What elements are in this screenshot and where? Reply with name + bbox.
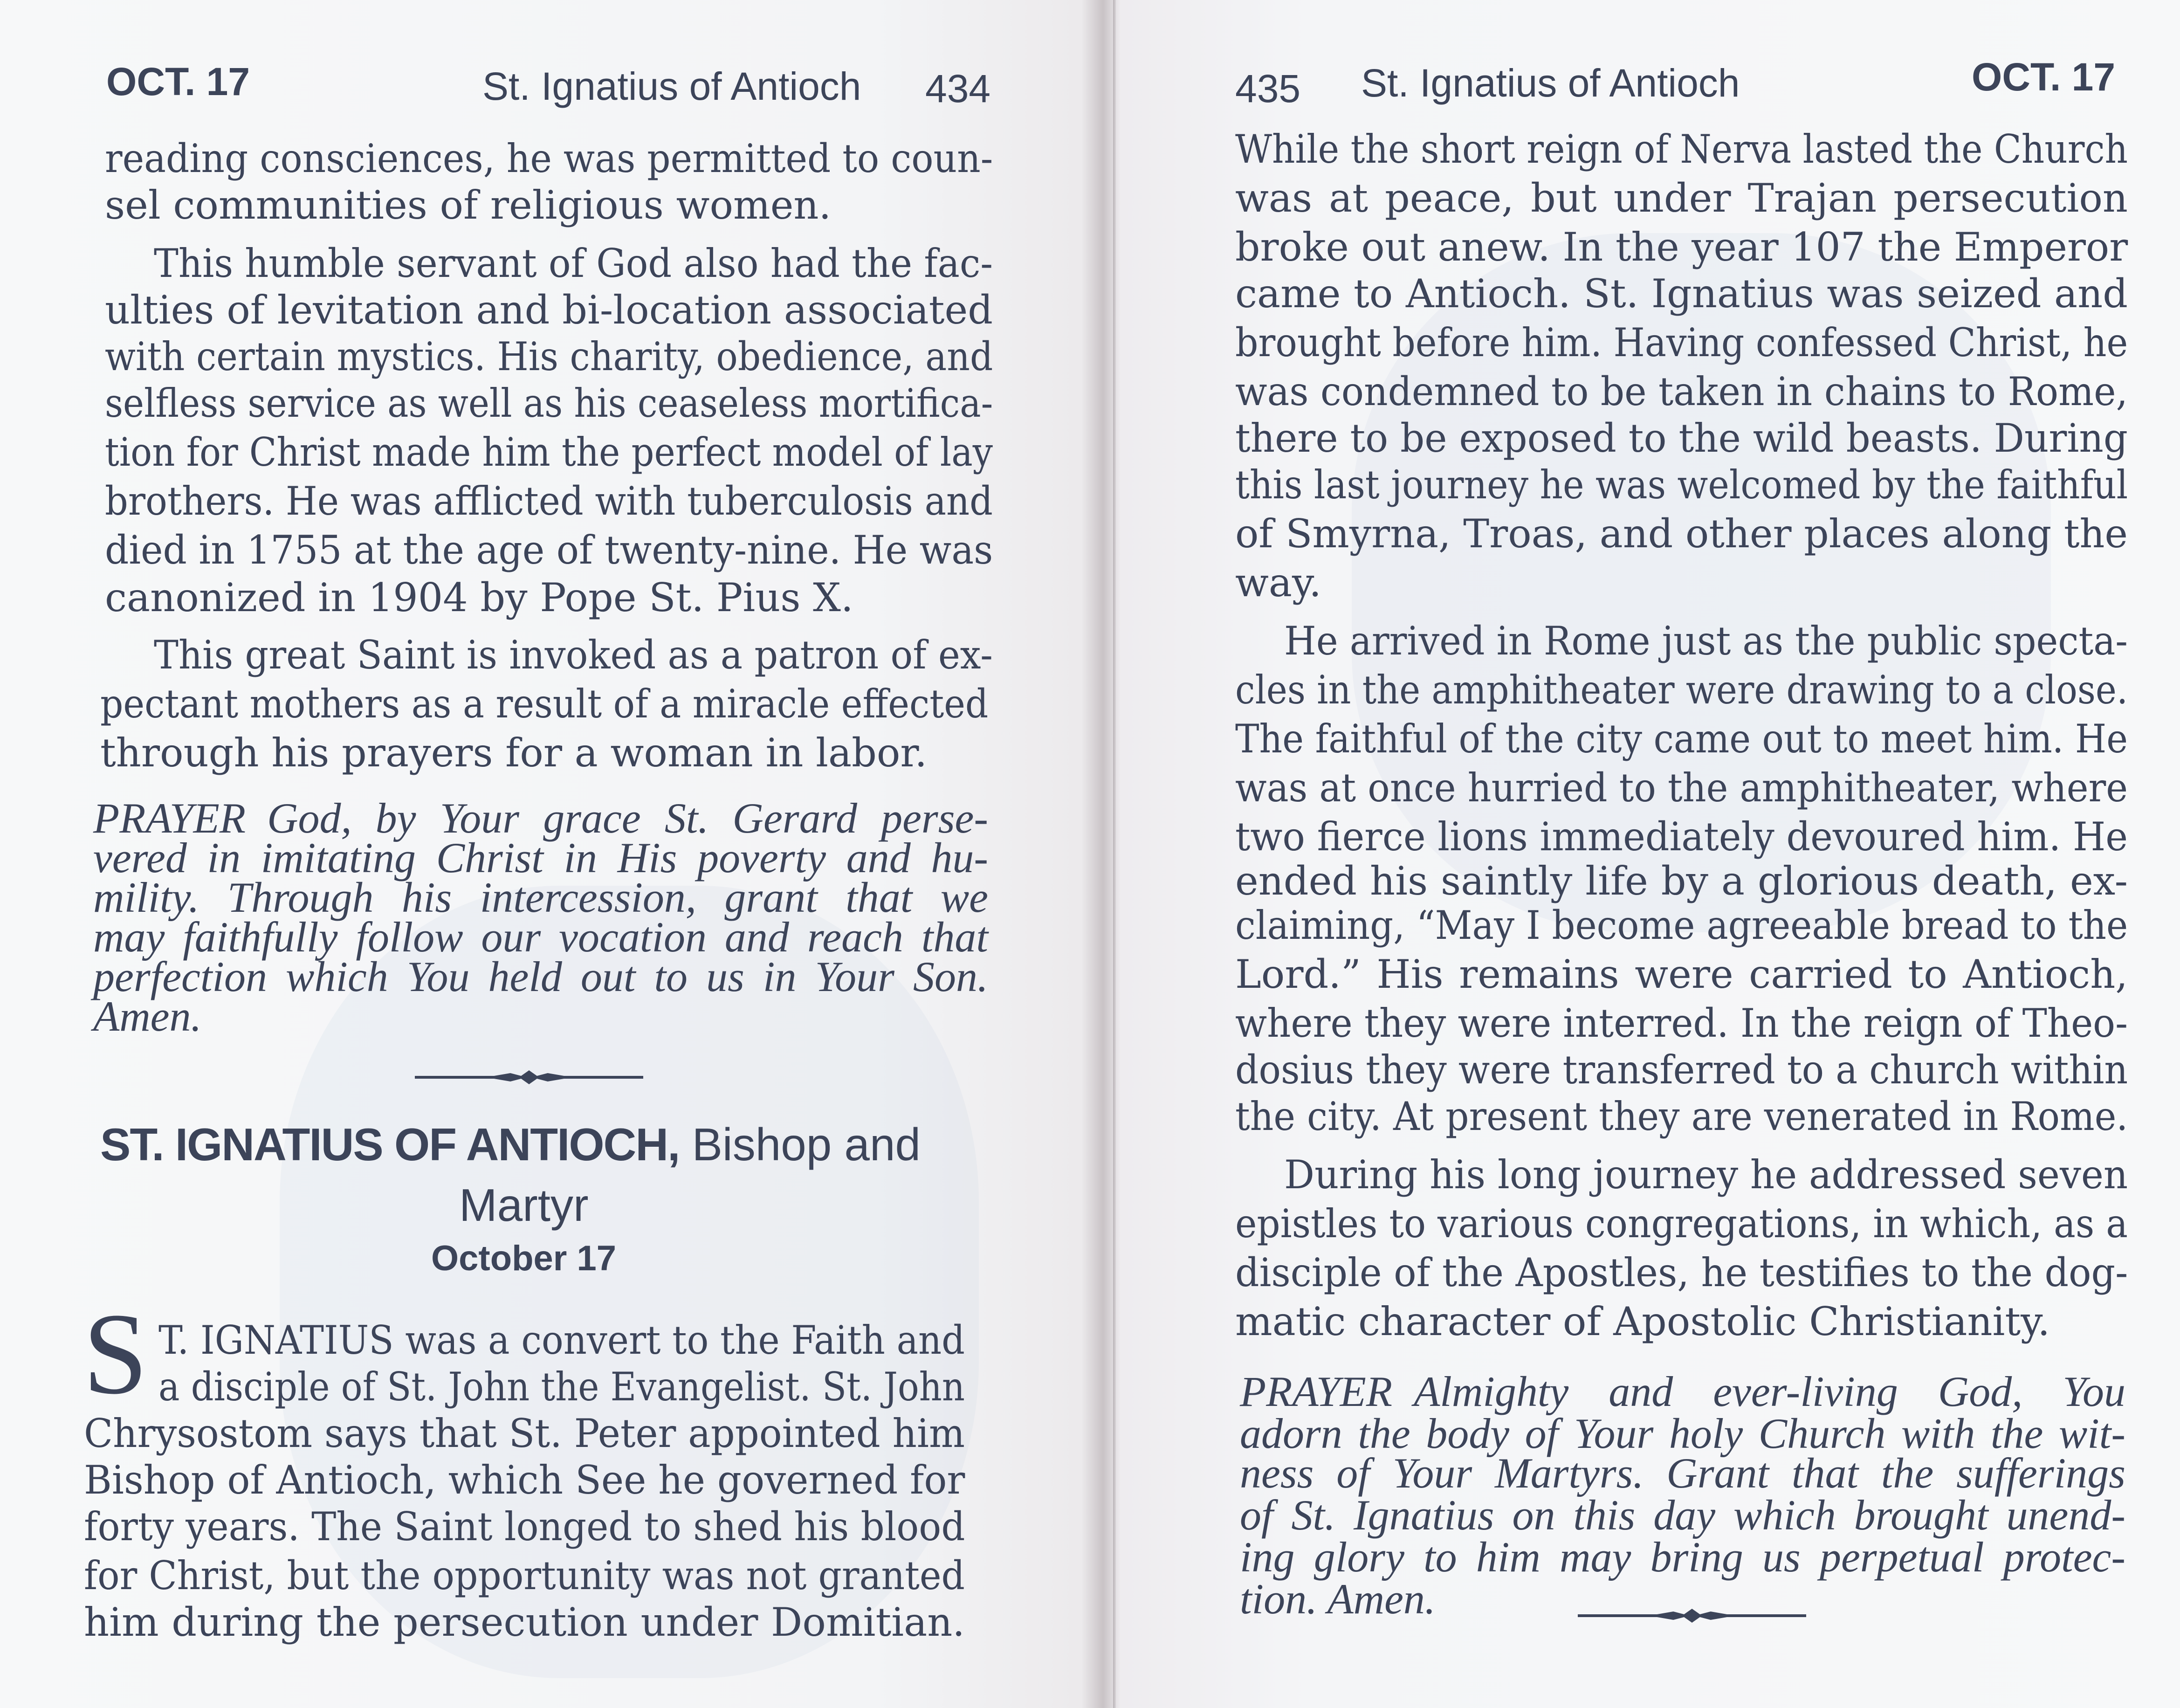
prayer-label: PRAYER <box>93 794 268 842</box>
ornament-divider <box>415 1068 643 1086</box>
prayer-line: ness of Your Martyrs. Grant that the sufferings <box>1240 1449 2125 1497</box>
body-line: was at once hurried to the amphitheater, where <box>1235 765 2128 811</box>
right-header-title: St. Ignatius of Antioch <box>1361 61 1740 105</box>
body-line: Lord.” His remains were carried to Antioch, <box>1235 951 2128 997</box>
prayer-text: God, by Your grace St. Gerard perse- <box>267 794 988 842</box>
prayer-line: mility. Through his intercession, grant that we <box>93 874 988 921</box>
prayer-label: PRAYER <box>1240 1368 1414 1415</box>
right-page <box>1119 0 2180 1708</box>
left-header-title: St. Ignatius of Antioch <box>482 64 861 108</box>
body-line: this last journey he was welcomed by the faithful <box>1235 462 2128 508</box>
body-line: reading consciences, he was permitted to coun- <box>105 136 993 181</box>
body-line: During his long journey he addressed seven <box>1284 1152 2128 1198</box>
body-line: brothers. He was afflicted with tuberculosis and <box>105 478 993 524</box>
body-line: died in 1755 at the age of twenty-nine. He was <box>105 527 993 573</box>
body-line: Chrysostom says that St. Peter appointed him <box>84 1411 965 1456</box>
prayer-line: of St. Ignatius on this day which brought unend- <box>1240 1491 2125 1539</box>
body-line: dosius they were transferred to a church within <box>1235 1047 2128 1093</box>
body-line: This great Saint is invoked as a patron of ex- <box>154 632 993 678</box>
body-line: tion for Christ made him the perfect model of lay <box>105 429 993 475</box>
body-line: of Smyrna, Troas, and other places along the <box>1235 511 2128 557</box>
body-line: through his prayers for a woman in labor. <box>100 730 928 776</box>
body-line: selfless service as well as his ceaseless mortifica- <box>105 380 993 426</box>
body-line: sel communities of religious women. <box>105 182 832 228</box>
body-line: there to be exposed to the wild beasts. During <box>1235 415 2128 461</box>
prayer-line: perfection which You held out to us in Your Son. <box>93 953 988 1000</box>
body-line: where they were interred. In the reign of Theo- <box>1235 1000 2128 1046</box>
body-line: brought before him. Having confessed Christ, he <box>1235 320 2128 365</box>
prayer-line: Amen. <box>93 992 202 1040</box>
body-line: matic character of Apostolic Christianity. <box>1235 1299 2050 1344</box>
body-line: ulties of levitation and bi-location associated <box>105 287 993 333</box>
prayer-line: ing glory to him may bring us perpetual protec- <box>1240 1533 2125 1581</box>
body-line: epistles to various congregations, in which, as a <box>1235 1201 2128 1247</box>
body-line: with certain mystics. His charity, obedience, and <box>105 334 993 379</box>
body-line: disciple of the Apostles, he testifies to the dog- <box>1235 1250 2128 1295</box>
body-line: came to Antioch. St. Ignatius was seized and <box>1235 271 2128 317</box>
body-line: The faithful of the city came out to meet him. He <box>1235 716 2128 762</box>
body-line: was condemned to be taken in chains to Rome, <box>1235 369 2128 414</box>
body-line: was at peace, but under Trajan persecution <box>1235 175 2128 221</box>
body-line: the city. At present they are venerated in Rome. <box>1235 1094 2128 1139</box>
body-line: cles in the amphitheater were drawing to a close. <box>1235 667 2128 713</box>
prayer-line: vered in imitating Christ in His poverty and hu- <box>93 834 988 882</box>
feast-title-line2: Martyr <box>459 1179 589 1231</box>
prayer-line: adorn the body of Your holy Church with the wit- <box>1240 1410 2125 1457</box>
body-line: He arrived in Rome just as the public specta- <box>1284 618 2128 664</box>
body-line: two fierce lions immediately devoured him. He <box>1235 814 2128 860</box>
body-line: This humble servant of God also had the fac- <box>154 241 993 286</box>
body-line: way. <box>1235 560 1321 606</box>
body-line: canonized in 1904 by Pope St. Pius X. <box>105 575 853 620</box>
right-page-number: 435 <box>1235 67 1301 110</box>
right-header-date: OCT. 17 <box>1972 55 2116 99</box>
body-line: a disciple of St. John the Evangelist. St. John <box>158 1364 965 1410</box>
feast-title <box>100 1119 921 1170</box>
body-line: T. IGNATIUS was a convert to the Faith and <box>158 1317 965 1363</box>
left-page-number: 434 <box>925 67 991 110</box>
body-line: Bishop of Antioch, which See he governed for <box>84 1457 965 1503</box>
body-line: claiming, “May I become agreeable bread to the <box>1235 902 2128 948</box>
drop-cap: S <box>83 1289 148 1419</box>
feast-title-rest: Bishop and <box>692 1119 921 1170</box>
body-line: ended his saintly life by a glorious death, ex- <box>1235 858 2128 904</box>
prayer-line: tion. Amen. <box>1240 1575 1436 1623</box>
left-header-date: OCT. 17 <box>106 60 250 103</box>
body-line: broke out anew. In the year 107 the Emperor <box>1235 224 2128 270</box>
prayer-text: Almighty and ever-living God, You <box>1414 1368 2125 1415</box>
body-line: While the short reign of Nerva lasted the Church <box>1235 126 2128 172</box>
body-line: him during the persecution under Domitian. <box>84 1599 965 1645</box>
feast-title-bold: ST. IGNATIUS OF ANTIOCH, <box>100 1119 680 1170</box>
body-line: for Christ, but the opportunity was not granted <box>84 1553 965 1598</box>
prayer-line: may faithfully follow our vocation and reach that <box>93 913 988 961</box>
feast-date: October 17 <box>431 1239 617 1278</box>
body-line: forty years. The Saint longed to shed his blood <box>84 1504 965 1550</box>
ornament-divider <box>1578 1606 1806 1625</box>
body-line: pectant mothers as a result of a miracle effected <box>100 681 989 727</box>
prayer-line <box>1240 1368 2125 1415</box>
